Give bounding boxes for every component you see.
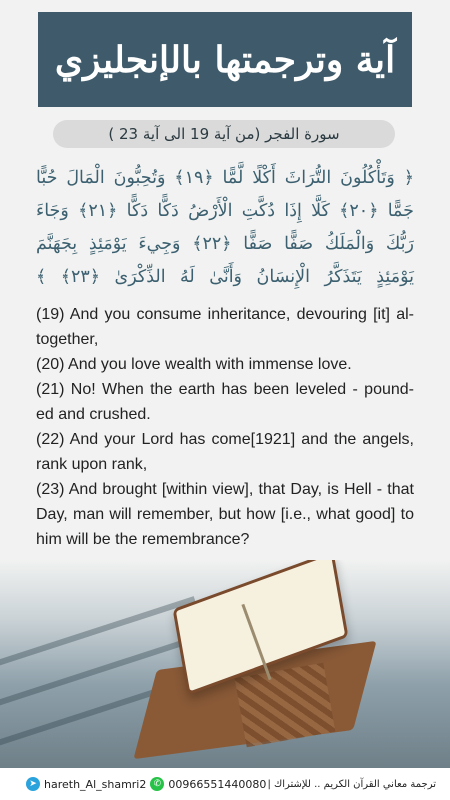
surah-pill (53, 120, 395, 148)
footer-bar (0, 768, 450, 800)
arabic-verses: ﴿ وَتَأْكُلُونَ التُّرَاثَ أَكْلًا لَّمًّا ﴿١٩﴾ وَتُحِبُّونَ الْمَالَ حُبًّا جَمًّا ﴿٢٠﴾ كَلَّا إِذَا دُكَّتِ الْأَرْضُ دَكًّا دَكًّا ﴿٢١﴾ وَجَاءَ رَبُّكَ وَالْمَلَكُ صَفًّا صَفًّا ﴿٢٢﴾ وَجِيءَ يَوْمَئِذٍ بِجَهَنَّمَ يَوْمَئِذٍ يَتَذَكَّرُ الْإِنسَانُ وَأَنَّىٰ لَهُ الذِّكْرَىٰ ﴿٢٣﴾ ﴾ (36, 168, 414, 287)
telegram-icon[interactable]: ➤ (26, 777, 40, 791)
translation-verse-23: (23) And brought [within view], that Day, is Hell - that Day, man will remember, but how [i.e., what good] to him will be the remembrance? (36, 481, 414, 548)
whatsapp-number[interactable]: 00966551440080 (168, 777, 267, 791)
translation-block (36, 302, 414, 552)
quran-stand-image (0, 560, 450, 768)
translation-verse-19: (19) And you consume inheritance, devouring [it] al-together, (36, 306, 414, 348)
header-title: آية وترجمتها بالإنجليزي (54, 38, 396, 81)
translation-verse-22: (22) And your Lord has come[1921] and the angels, rank upon rank, (36, 431, 414, 473)
translation-verse-20: (20) And you love wealth with immense love. (36, 356, 352, 373)
telegram-handle[interactable]: hareth_Al_shamri2 (44, 777, 147, 791)
surah-label: سورة الفجر (من آية 19 الى آية 23 ) (108, 125, 340, 143)
header-banner (38, 12, 412, 107)
translation-verse-21: (21) No! When the earth has been leveled - pound-ed and crushed. (36, 381, 414, 423)
contact-info (26, 777, 266, 791)
whatsapp-icon[interactable]: ✆ (150, 777, 164, 791)
subscribe-text: ترجمة معاني القرآن الكريم .. للإشتراك | (267, 778, 436, 790)
stand-carving (235, 663, 336, 748)
